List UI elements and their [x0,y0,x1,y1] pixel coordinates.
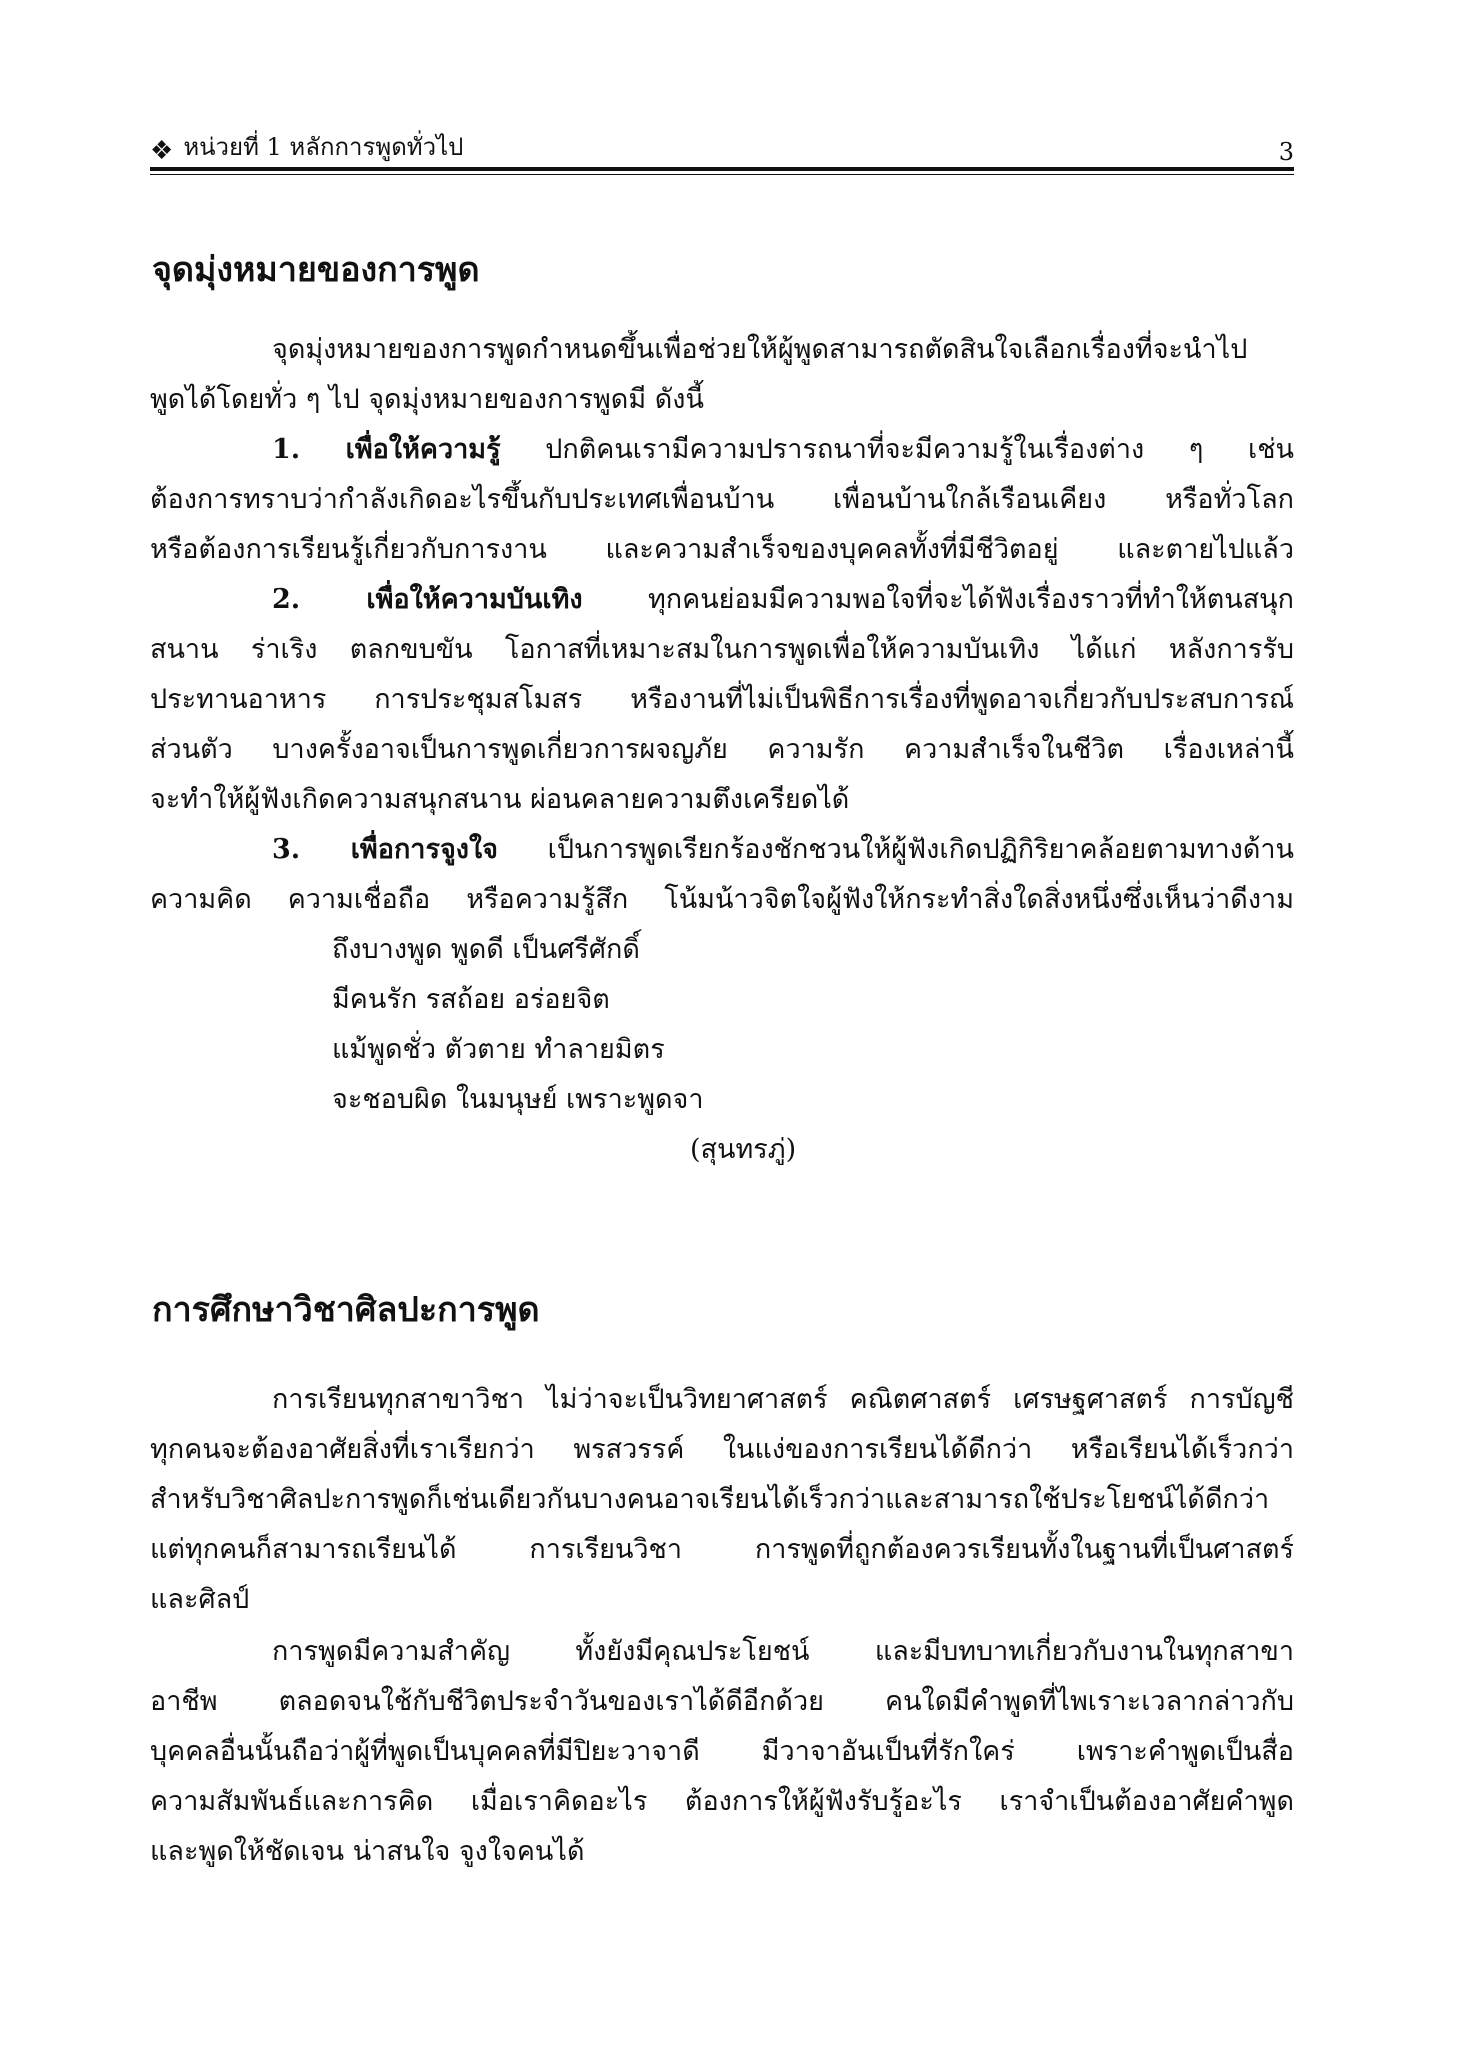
paragraph-line: การพูดมีความสำคัญ ทั้งยังมีคุณประโยชน์ และมีบทบาทเกี่ยวกับงานในทุกสาขา [272,1636,1294,1667]
paragraph-line: ความคิด ความเชื่อถือ หรือความรู้สึก โน้มน้าวจิตใจผู้ฟังให้กระทำสิ่งใดสิ่งหนึ่งซึ่งเห็นว่าดีงาม [150,884,1294,915]
paragraph-line: ทุกคนจะต้องอาศัยสิ่งที่เราเรียกว่า พรสวรรค์ ในแง่ของการเรียนได้ดีกว่า หรือเรียนได้เร็วกว่า [150,1434,1294,1465]
paragraph-line: การเรียนทุกสาขาวิชา ไม่ว่าจะเป็นวิทยาศาสตร์ คณิตศาสตร์ เศรษฐศาสตร์ การบัญชี [272,1384,1294,1415]
paragraph-line: ความสัมพันธ์และการคิด เมื่อเราคิดอะไร ต้องการให้ผู้ฟังรับรู้อะไร เราจำเป็นต้องอาศัยคำพูด [150,1786,1294,1817]
paragraph-line: จุดมุ่งหมายของการพูดกำหนดขึ้นเพื่อช่วยให้ผู้พูดสามารถตัดสินใจเลือกเรื่องที่จะนำไป [272,334,1248,365]
paragraph-line: สนาน ร่าเริง ตลกขบขัน โอกาสที่เหมาะสมในการพูดเพื่อให้ความบันเทิง ได้แก่ หลังการรับ [150,634,1294,665]
paragraph-line: จะทำให้ผู้ฟังเกิดความสนุกสนาน ผ่อนคลายความตึงเครียดได้ [150,784,850,815]
list-item-1-label: 1. เพื่อให้ความรู้ [272,434,501,465]
paragraph-line: สำหรับวิชาศิลปะการพูดก็เช่นเดียวกันบางคนอาจเรียนได้เร็วกว่าและสามารถใช้ประโยชน์ได้ดีกว่า [150,1484,1270,1515]
diamond-bullet-icon: ❖ [150,136,174,166]
running-header [150,122,1294,166]
list-item-1-text: ปกติคนเรามีความปรารถนาที่จะมีความรู้ในเรื่องต่าง ๆ เช่น [500,434,1294,465]
list-item-2-label: 2. เพื่อให้ความบันเทิง [272,584,583,615]
list-item-3-text: เป็นการพูดเรียกร้องชักชวนให้ผู้ฟังเกิดปฏิกิริยาคล้อยตามทางด้าน [497,834,1294,865]
section-heading-study: การศึกษาวิชาศิลปะการพูด [152,1290,540,1330]
paragraph-line: ประทานอาหาร การประชุมสโมสร หรืองานที่ไม่เป็นพิธีการเรื่องที่พูดอาจเกี่ยวกับประสบการณ์ [150,684,1294,715]
list-item-1-first-line [272,430,1294,470]
paragraph-line: หรือต้องการเรียนรู้เกี่ยวกับการงาน และความสำเร็จของบุคคลทั้งที่มีชีวิตอยู่ และตายไปแล้ว [150,534,1294,565]
header-rule-thick [150,167,1294,171]
list-item-2-first-line [272,580,1294,620]
header-rule-thin [150,174,1294,175]
section-heading-purpose: จุดมุ่งหมายของการพูด [152,250,480,290]
paragraph-line: พูดได้โดยทั่ว ๆ ไป จุดมุ่งหมายของการพูดมี ดังนี้ [150,384,704,415]
poem-line: ถึงบางพูด พูดดี เป็นศรีศักดิ์ [332,934,640,965]
list-item-2-text: ทุกคนย่อมมีความพอใจที่จะได้ฟังเรื่องราวที่ทำให้ตนสนุก [582,584,1294,615]
paragraph-line: ส่วนตัว บางครั้งอาจเป็นการพูดเกี่ยวการผจญภัย ความรัก ความสำเร็จในชีวิต เรื่องเหล่านี้ [150,734,1294,765]
paragraph-line: ต้องการทราบว่ากำลังเกิดอะไรขึ้นกับประเทศเพื่อนบ้าน เพื่อนบ้านใกล้เรือนเคียง หรือทั่วโลก [150,484,1294,515]
poem-line: แม้พูดชั่ว ตัวตาย ทำลายมิตร [332,1034,665,1065]
paragraph-line: และศิลป์ [150,1584,250,1615]
paragraph-line: อาชีพ ตลอดจนใช้กับชีวิตประจำวันของเราได้ดีอีกด้วย คนใดมีคำพูดที่ไพเราะเวลากล่าวกับ [150,1686,1294,1717]
list-item-3-first-line [272,830,1294,870]
header-left [150,127,463,166]
poem-line: มีคนรัก รสถ้อย อร่อยจิต [332,984,610,1015]
paragraph-line: แต่ทุกคนก็สามารถเรียนได้ การเรียนวิชา การพูดที่ถูกต้องควรเรียนทั้งในฐานที่เป็นศาสตร์ [150,1534,1294,1565]
list-item-3-label: 3. เพื่อการจูงใจ [272,834,498,865]
poem-attribution: (สุนทรภู่) [690,1134,797,1165]
page-number: 3 [1278,138,1294,166]
paragraph-line: บุคคลอื่นนั้นถือว่าผู้ที่พูดเป็นบุคคลที่มีปิยะวาจาดี มีวาจาอันเป็นที่รักใคร่ เพราะคำพูดเป็นสื่อ [150,1736,1294,1767]
unit-title: หน่วยที่ 1 หลักการพูดทั่วไป [183,133,464,161]
poem-line: จะชอบผิด ในมนุษย์ เพราะพูดจา [332,1084,704,1115]
paragraph-line: และพูดให้ชัดเจน น่าสนใจ จูงใจคนได้ [150,1836,585,1867]
